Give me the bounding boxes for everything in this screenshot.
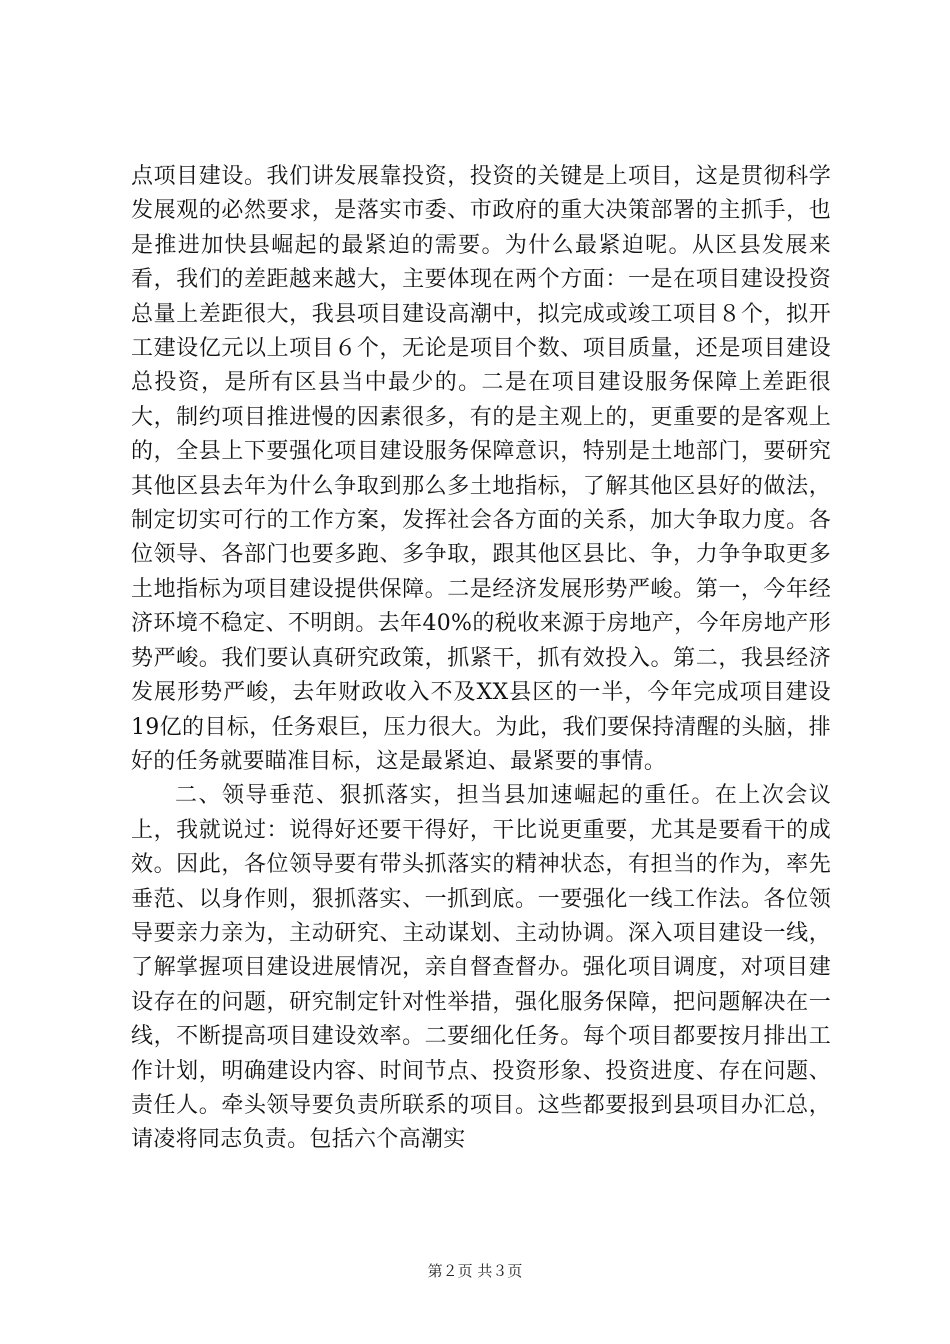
- document-body: [131, 160, 831, 1158]
- paragraph-section-two: 二、领导垂范、狠抓落实，担当县加速崛起的重任。在上次会议上，我就说过：说得好还要干得好，干比说更重要，尤其是要看干的成效。因此，各位领导要有带头抓落实的精神状态，有担当的作为，率先垂范、以身作则，狠抓落实、一抓到底。一要强化一线工作法。各位领导要亲力亲为，主动研究、主动谋划、主动协调。深入项目建设一线，了解掌握项目建设进展情况，亲自督查督办。强化项目调度，对项目建设存在的问题，研究制定针对性举措，强化服务保障，把问题解决在一线，不断提高项目建设效率。二要细化任务。每个项目都要按月排出工作计划，明确建设内容、时间节点、投资形象、投资进度、存在问题、责任人。牵头领导要负责所联系的项目。这些都要报到县项目办汇总，请凌将同志负责。包括六个高潮实: [131, 783, 831, 1153]
- page-number: 第２页 共３页: [427, 1262, 523, 1280]
- paragraph-continuation: 点项目建设。我们讲发展靠投资，投资的关键是上项目，这是贯彻科学发展观的必然要求，是落实市委、市政府的重大决策部署的主抓手，也是推进加快县崛起的最紧迫的需要。为什么最紧迫呢。从区县发展来看，我们的差距越来越大，主要体现在两个方面：一是在项目建设投资总量上差距很大，我县项目建设高潮中，拟完成或竣工项目８个，拟开工建设亿元以上项目６个，无论是项目个数、项目质量，还是项目建设总投资，是所有区县当中最少的。二是在项目建设服务保障上差距很大，制约项目推进慢的因素很多，有的是主观上的，更重要的是客观上的，全县上下要强化项目建设服务保障意识，特别是土地部门，要研究其他区县去年为什么争取到那么多土地指标，了解其他区县好的做法，制定切实可行的工作方案，发挥社会各方面的关系，加大争取力度。各位领导、各部门也要多跑、多争取，跟其他区县比、争，力争争取更多土地指标为项目建设提供保障。二是经济发展形势严峻。第一，今年经济环境不稳定、不明朗。去年40%的税收来源于房地产，今年房地产形势严峻。我们要认真研究政策，抓紧干，抓有效投入。第二，我县经济发展形势严峻，去年财政收入不及XX县区的一半，今年完成项目建设19亿的目标，任务艰巨，压力很大。为此，我们要保持清醒的头脑，排好的任务就要瞄准目标，这是最紧迫、最紧要的事情。: [131, 164, 831, 774]
- page-footer: [0, 1261, 950, 1281]
